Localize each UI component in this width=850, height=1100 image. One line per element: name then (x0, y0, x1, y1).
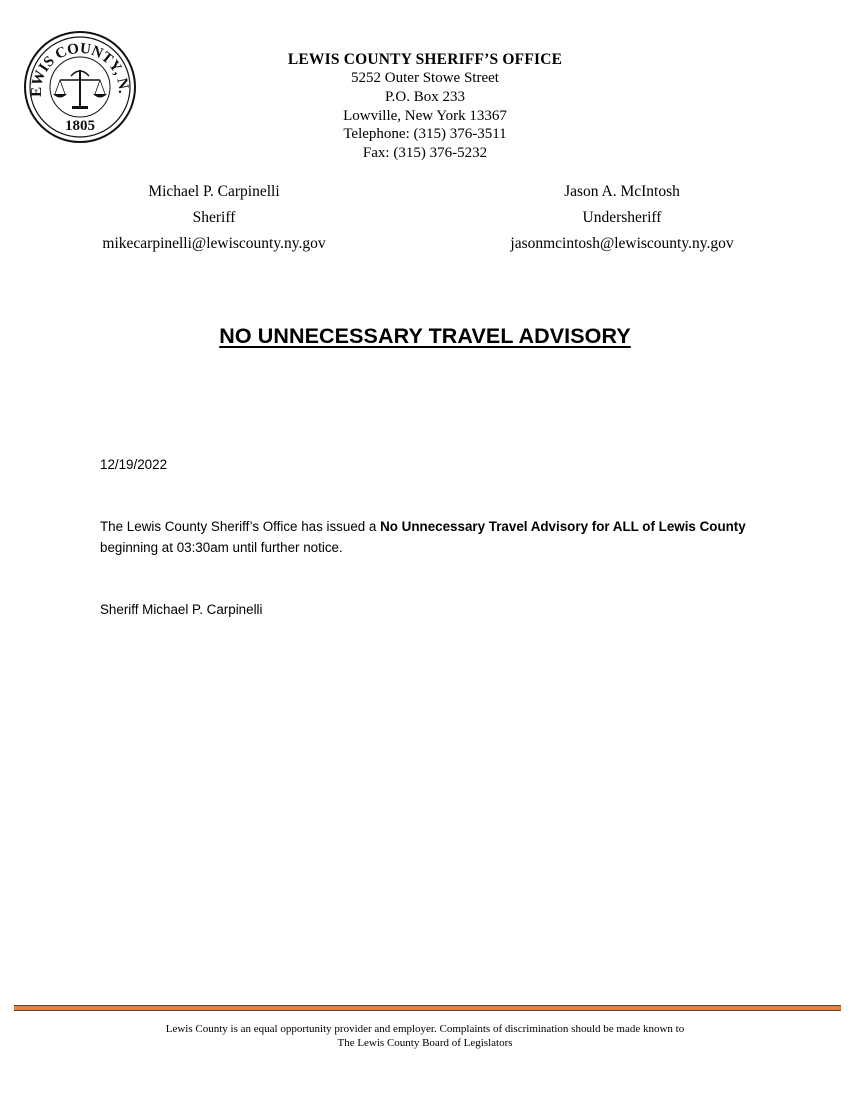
sheriff-email: mikecarpinelli@lewiscounty.ny.gov (102, 235, 326, 252)
sheriff-contact (90, 179, 338, 257)
undersheriff-name: Jason A. McIntosh (564, 183, 680, 200)
city-state-zip: Lowville, New York 13367 (343, 107, 507, 124)
undersheriff-contact (494, 179, 750, 257)
advisory-rest: beginning at 03:30am until further notice. (100, 539, 343, 555)
letterhead (0, 50, 850, 163)
street-address: 5252 Outer Stowe Street (351, 70, 499, 86)
svg-text:LEWIS COUNTY, N.Y.: EWIS COUNTY, N. (28, 40, 132, 97)
sheriff-name: Michael P. Carpinelli (148, 183, 280, 200)
fax: Fax: (315) 376-5232 (362, 145, 488, 162)
footer-line-2: The Lewis County Board of Legislators (337, 1036, 513, 1049)
po-box: P.O. Box 233 (384, 88, 466, 105)
telephone: Telephone: (315) 376-3511 (343, 126, 507, 143)
footer-divider (14, 1005, 841, 1011)
advisory-paragraph (100, 517, 780, 558)
advisory-title: NO UNNECESSARY TRAVEL ADVISORY (219, 324, 631, 348)
svg-text:1805: 1805 (65, 118, 95, 134)
advisory-intro: The Lewis County Sheriff’s Office has issued a (100, 519, 381, 534)
advisory-date: 12/19/2022 (100, 457, 168, 472)
office-name: LEWIS COUNTY SHERIFF’S OFFICE (287, 51, 563, 68)
footer (0, 1023, 850, 1050)
sheriff-title: Sheriff (192, 209, 236, 226)
undersheriff-title: Undersheriff (582, 209, 662, 226)
undersheriff-email: jasonmcintosh@lewiscounty.ny.gov (510, 235, 734, 252)
advisory-bold-text: No Unnecessary Travel Advisory for ALL of Lewis County (380, 519, 746, 534)
signature: Sheriff Michael P. Carpinelli (100, 602, 263, 617)
footer-line-1: Lewis County is an equal opportunity provider and employer. Complaints of discrimination should be made known to (165, 1023, 685, 1035)
